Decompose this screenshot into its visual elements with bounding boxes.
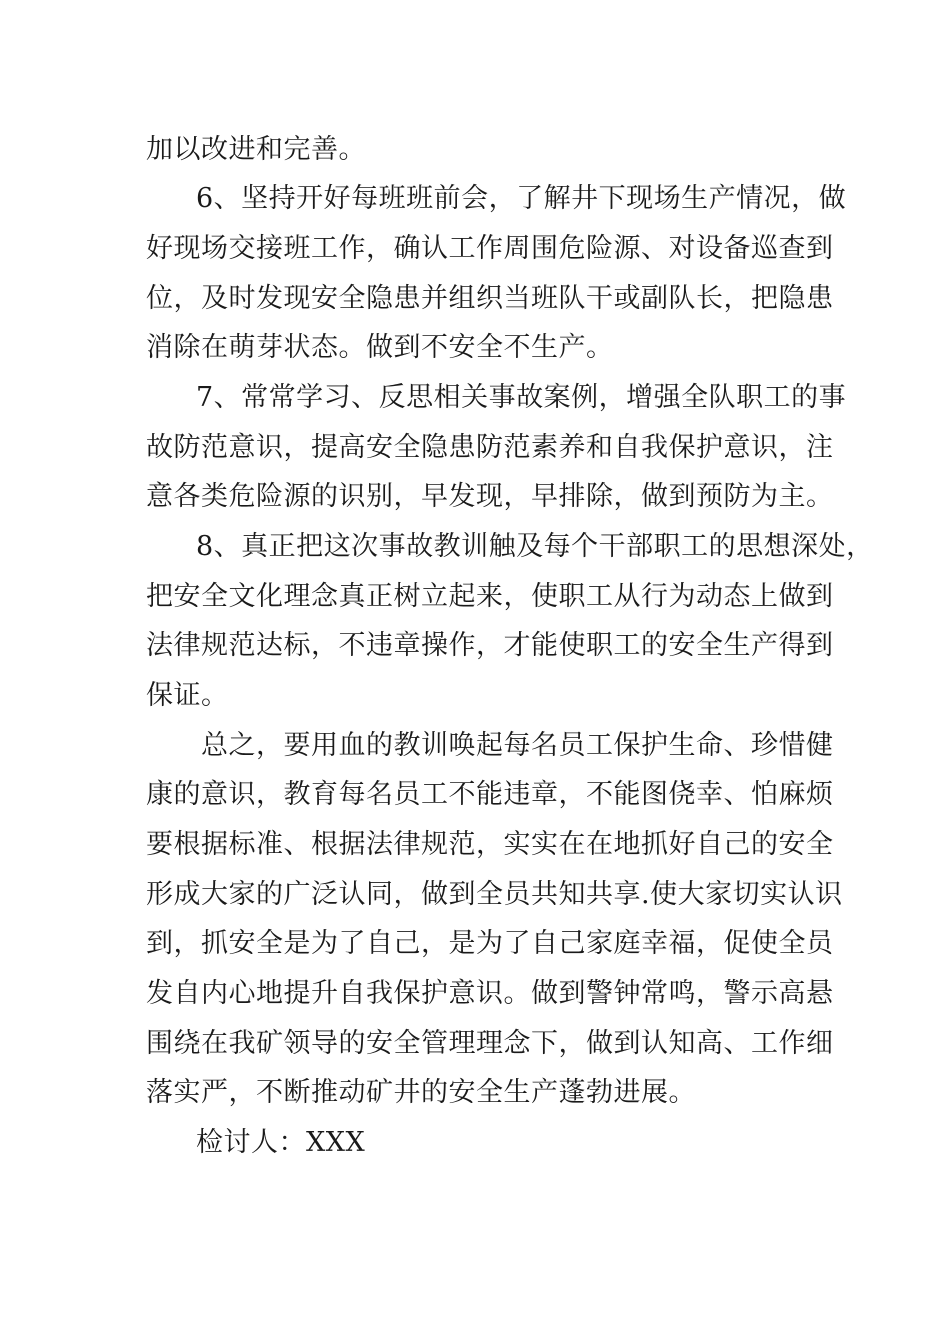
paragraph-8-line: 8、真正把这次事故教训触及每个干部职工的思想深处， [196,531,874,562]
text-line: 落实严，不断推动矿井的安全生产蓬勃进展。 [146,1077,696,1108]
text-line: 把安全文化理念真正树立起来，使职工从行为动态上做到 [146,581,834,612]
text-line: 位，及时发现安全隐患并组织当班队干或副队长，把隐患 [146,283,834,314]
text-line: 法律规范达标，不违章操作，才能使职工的安全生产得到 [146,630,834,661]
text-line: 要根据标准、根据法律规范，实实在在地抓好自己的安全 [146,829,834,860]
text-line: 加以改进和完善。 [146,134,366,165]
text-line: 故防范意识，提高安全隐患防范素养和自我保护意识，注 [146,432,834,463]
paragraph-7-line: 7、常常学习、反思相关事故案例，增强全队职工的事 [196,382,847,413]
text-line: 康的意识，教育每名员工不能违章，不能图侥幸、怕麻烦 [146,779,834,810]
text-line: 到，抓安全是为了自己，是为了自己家庭幸福，促使全员 [146,928,834,959]
summary-paragraph-line: 总之，要用血的教训唤起每名员工保护生命、珍惜健 [201,730,834,761]
text-line: 形成大家的广泛认同，做到全员共知共享.使大家切实认识 [146,879,843,910]
signature-line: 检讨人：XXX [196,1127,366,1158]
text-line: 发自内心地提升自我保护意识。做到警钟常鸣，警示高悬 [146,978,834,1009]
text-line: 围绕在我矿领导的安全管理理念下，做到认知高、工作细 [146,1028,834,1059]
text-line: 保证。 [146,680,229,711]
text-line: 消除在萌芽状态。做到不安全不生产。 [146,332,614,363]
paragraph-6-line: 6、坚持开好每班班前会，了解井下现场生产情况，做 [196,183,847,214]
text-line: 意各类危险源的识别，早发现，早排除，做到预防为主。 [146,481,834,512]
text-line: 好现场交接班工作，确认工作周围危险源、对设备巡查到 [146,233,834,264]
